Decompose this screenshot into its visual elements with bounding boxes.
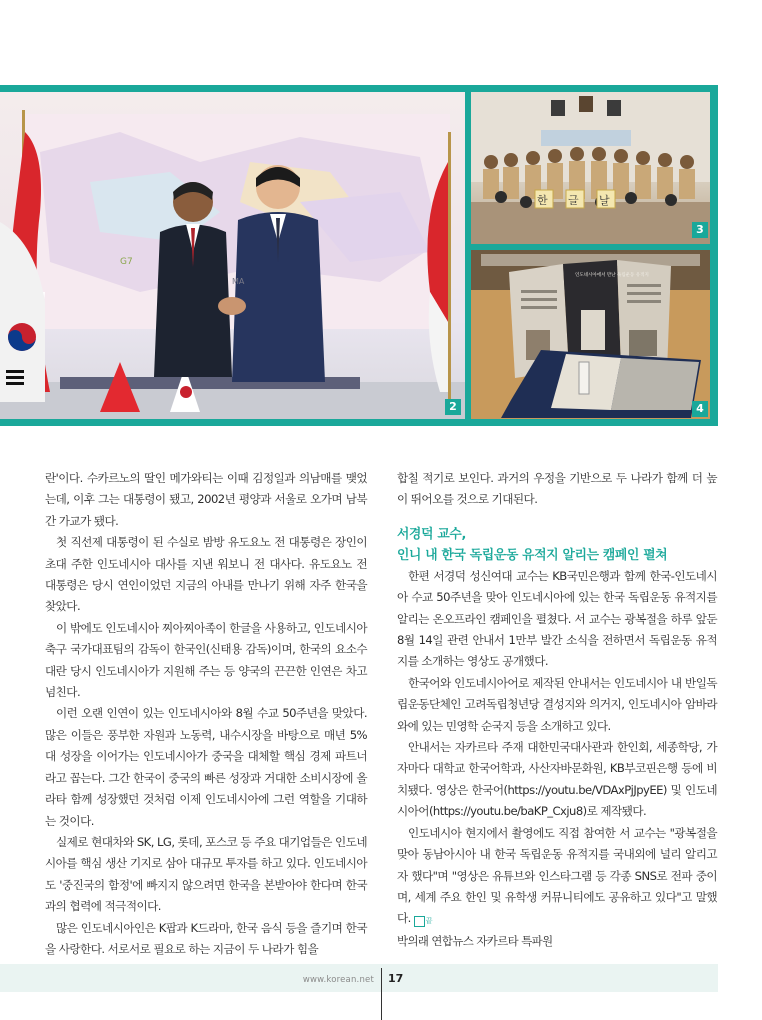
article-left-column (45, 468, 367, 960)
left-paragraph-5: 실제로 현대차와 SK, LG, 롯데, 포스코 등 주요 대기업들은 인도네시아를 핵심 생산 기지로 삼아 대규모 투자를 하고 있다. 인도네시아도 '중진국의 함정'에 빠지지 않으려면 한국을 본받아야 한다며 한국과의 협력에 적극적이다. (45, 834, 367, 914)
photo-leaders-handshake (0, 92, 465, 419)
section-title-line-2: 인니 내 한국 독립운동 유적지 알리는 캠페인 펼쳐 (397, 547, 668, 563)
sign-2: 글 (568, 194, 579, 207)
photo-number-4: 4 (692, 401, 708, 417)
handshake-illustration (0, 92, 465, 419)
page-number: 17 (388, 972, 404, 985)
section-title-line-1: 서경덕 교수, (397, 526, 467, 542)
article-right-column (397, 468, 717, 952)
end-mark-icon: 끝 (414, 916, 425, 927)
photo-guidebook-brochure (471, 250, 710, 419)
brochure-cover-title: 인도네시아에서 만난 독립운동 유적지 (575, 273, 649, 278)
sign-3: 날 (599, 194, 610, 207)
sign-1: 한 (537, 194, 548, 207)
left-paragraph-4: 이런 오랜 인연이 있는 인도네시아와 8월 수교 50주년을 맞았다. 많은 이들은 풍부한 자원과 노동력, 내수시장을 바탕으로 매년 5%대 성장을 이어가는 인도네시아가 중국을 대체할 핵심 경제 파트너라고 꼽는다. 그간 한국이 중국의 빠른 성장과 거대한 소비시장에 올라타 함께 성장했던 것처럼 이제 인도네시아에 그런 역할을 기대하는 것이다. (45, 706, 367, 828)
right-paragraph-4 (397, 823, 717, 930)
footer-divider (381, 968, 382, 1020)
students-illustration (471, 92, 710, 244)
left-paragraph-2: 첫 직선제 대통령이 된 수실로 밤방 유도요노 전 대통령은 장인이 초대 주한 인도네시아 대사를 지낸 워보니 전 대사다. 유도요노 전 대통령은 당시 연인이었던 지금의 아내를 만나기 위해 자주 한국을 찾았다. (45, 535, 367, 614)
left-paragraph-3: 이 밖에도 인도네시아 찌아찌아족이 한글을 사용하고, 인도네시아 축구 국가대표팀의 감독이 한국인(신태용 감독)이며, 한국의 요소수 대란 당시 인도네시아가 지원해 주는 등 양국의 끈끈한 인연은 차고 넘친다. (45, 620, 367, 700)
right-paragraph-1: 한편 서경덕 성신여대 교수는 KB국민은행과 함께 한국-인도네시아 수교 50주년을 맞아 인도네시아에 있는 한국 독립운동 유적지를 알리는 온오프라인 캠페인을 펼쳤다. 서 교수는 광복절을 하루 앞둔 8월 14일 관련 안내서 1만부 발간 소식을 전하면서 독립운동 유적지를 소개하는 영상도 공개했다. (397, 568, 717, 669)
photo-number-3: 3 (692, 222, 708, 238)
byline: 박의래 연합뉴스 자카르타 특파원 (397, 933, 553, 948)
photo-frame (0, 85, 718, 426)
left-paragraph-1: 란'이다. 수카르노의 딸인 메가와티는 이때 김정일과 의남매를 맺었는데, 이후 그는 대통령이 됐고, 2002년 평양과 서울로 오가며 남북 간 가교가 됐다. (45, 471, 367, 528)
right-paragraph-4-text: 인도네시아 현지에서 촬영에도 직접 참여한 서 교수는 "광복절을 맞아 동남아시아 내 한국 독립운동 유적지를 국내외에 널리 알리고자 했다"며 "영상은 유튜브와 인스타그램 등 각종 SNS로 전파 중이며, 세계 주요 한인 및 유학생 커뮤니티에도 공유하고 있다"고 말했다. (397, 825, 717, 926)
svg-text:G7: G7 (120, 257, 133, 267)
right-paragraph-3: 안내서는 자카르타 주재 대한민국대사관과 한인회, 세종학당, 가자마다 대학교 한국어학과, 사산자바문화원, KB부코핀은행 등에 비치됐다. 영상은 한국어(https://youtu.be/VDAxPjJpyEE) 및 인도네시아어(https://youtu.be/baKP_Cxju8)로 제작됐다. (397, 740, 717, 819)
right-paragraph-2: 한국어와 인도네시아어로 제작된 안내서는 인도네시아 내 반일독립운동단체인 고려독립청년당 결성지와 의거지, 인도네시아 암바라와에 있는 민영학 순국지 등을 소개하고 있다. (397, 675, 717, 733)
right-paragraph-intro: 합칠 적기로 보인다. 과거의 우정을 기반으로 두 나라가 함께 더 높이 뛰어오를 것으로 기대된다. (397, 471, 717, 507)
svg-text:MA: MA (232, 277, 245, 286)
brochure-illustration (471, 250, 710, 419)
photo-students-hangul-day (471, 92, 710, 244)
footer-url: www.korean.net (302, 975, 374, 985)
section-title (397, 524, 717, 566)
photo-number-2: 2 (445, 399, 461, 415)
left-paragraph-6: 많은 인도네시아인은 K팝과 K드라마, 한국 음식 등을 즐기며 한국을 사랑한다. 서로서로 필요로 하는 지금이 두 나라가 힘을 (45, 920, 367, 956)
